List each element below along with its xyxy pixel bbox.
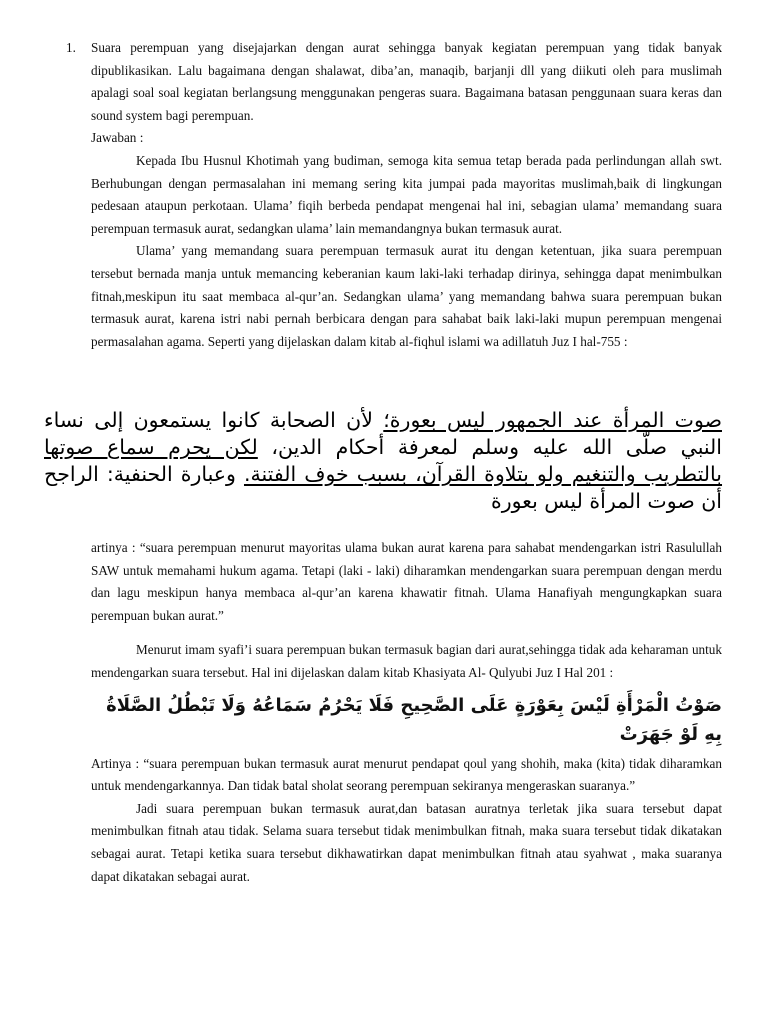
arabic-quote-1-part-3: لكن يحرم سماع صوتها بالتطريب والتنغيم ولو بتلاوة القرآن، بسبب خوف الفتنة. xyxy=(44,435,723,486)
syafii-paragraph: Menurut imam syafi’i suara perempuan bukan termasuk bagian dari aurat,sehingga tidak ada keharaman untuk mendengarkan suara tersebut. Hal ini dijelaskan dalam kitab Khasiyata Al- Qulyubi Juz I Hal 201 : xyxy=(91,642,722,680)
spacer xyxy=(91,627,722,639)
answer-label: Jawaban : xyxy=(91,130,144,146)
question-section xyxy=(91,37,722,353)
arabic-quote-1-part-4: وعبارة الحنفية: الراجح أن صوت المرأة ليس بعورة xyxy=(44,462,722,513)
arabic-quote-1-part-2: لأن الصحابة كانوا يستمعون إلى نساء النبي صلّى الله عليه وسلم لمعرفة أحكام الدين، xyxy=(44,408,723,459)
question-number: 1. xyxy=(66,40,76,55)
answer-paragraph-1: Kepada Ibu Husnul Khotimah yang budiman, semoga kita semua tetap berada pada perlindungan allah swt. Berhubungan dengan permasalahan ini memang sering kita jumpai pada mayoritas muslimah,baik di lingkungan pedesaan ataupun perkotaan. Ulama’ fiqih berbeda pendapat mengenai hal ini, sebagian ulama’ memandang suara perempuan termasuk aurat, sedangkan ulama’ lain memandangnya bukan termasuk aurat. xyxy=(91,152,722,236)
arabic-quote-fiqhul-islami xyxy=(44,407,722,515)
answer-paragraph-2: Ulama’ yang memandang suara perempuan termasuk aurat itu dengan ketentuan, jika suara perempuan tersebut bernada manja untuk memancing keberanian kaum laki-laki terhadap dirinya, sehingga dapat menimbulkan fitnah,meskipun itu saat membaca al-qur’an. Sedangkan ulama’ yang memandang bahwa suara perempuan bukan termasuk aurat, karena istri nabi pernah berbicara dengan para sahabat baik laki-laki mupun perempuan mengenai permasalahan agama. Seperti yang dijelaskan dalam kitab al-fiqhul islami wa adillatuh Juz I hal-755 : xyxy=(91,243,722,349)
translation-1: artinya : “suara perempuan menurut mayoritas ulama bukan aurat karena para sahabat mendengarkan istri Rasulullah SAW untuk memahami hukum agama. Tetapi (laki - laki) diharamkan mendengarkan suara perempuan dengan merdu dan lagu meskipun hanya membaca al-qur’an karena khawatir fitnah. Ulama Hanafiyah mengungkapkan suara perempuan bukan aurat.” xyxy=(91,540,722,623)
question-text: Suara perempuan yang disejajarkan dengan aurat sehingga banyak kegiatan perempuan yang tidak banyak dipublikasikan. Lalu bagaimana dengan shalawat, diba’an, manaqib, barjanji dll yang diikuti oleh para muslimah apalagi soal soal kegiatan berlangsung menggunakan pengeras suara. Bagaimana batasan penggunaan suara keras dan sound system bagi perempuan. xyxy=(91,40,722,123)
second-section xyxy=(91,537,722,888)
conclusion-paragraph: Jadi suara perempuan bukan termasuk aurat,dan batasan auratnya terletak jika suara tersebut dapat menimbulkan fitnah atau tidak. Selama suara tersebut tidak menimbulkan fitnah, maka suara tersebut tidak dikatakan sebagai aurat. Tetapi ketika suara tersebut dikhawatirkan dapat menimbulkan fitnah atau syahwat , maka suaranya dapat dikatakan sebagai aurat. xyxy=(91,800,722,884)
arabic-quote-1-part-1: صوت المرأة عند الجمهور ليس بعورة؛ xyxy=(383,408,722,432)
arabic-quote-qulyubi: صَوْتُ الْمَرْأَةِ لَيْسَ بِعَوْرَةٍ عَلَى الصَّحِيحِ فَلَا يَحْرُمُ سَمَاعُهُ وَلَا تَبْطُلُ الصَّلَاةُ بِهِ لَوْ جَهَرَتْ xyxy=(106,694,722,745)
translation-2: Artinya : “suara perempuan bukan termasuk aurat menurut pendapat qoul yang shohih, maka (kita) tidak diharamkan untuk mendengarkannya. Dan tidak batal sholat seorang perempuan sekiranya mengeraskan suaranya.” xyxy=(91,755,722,794)
